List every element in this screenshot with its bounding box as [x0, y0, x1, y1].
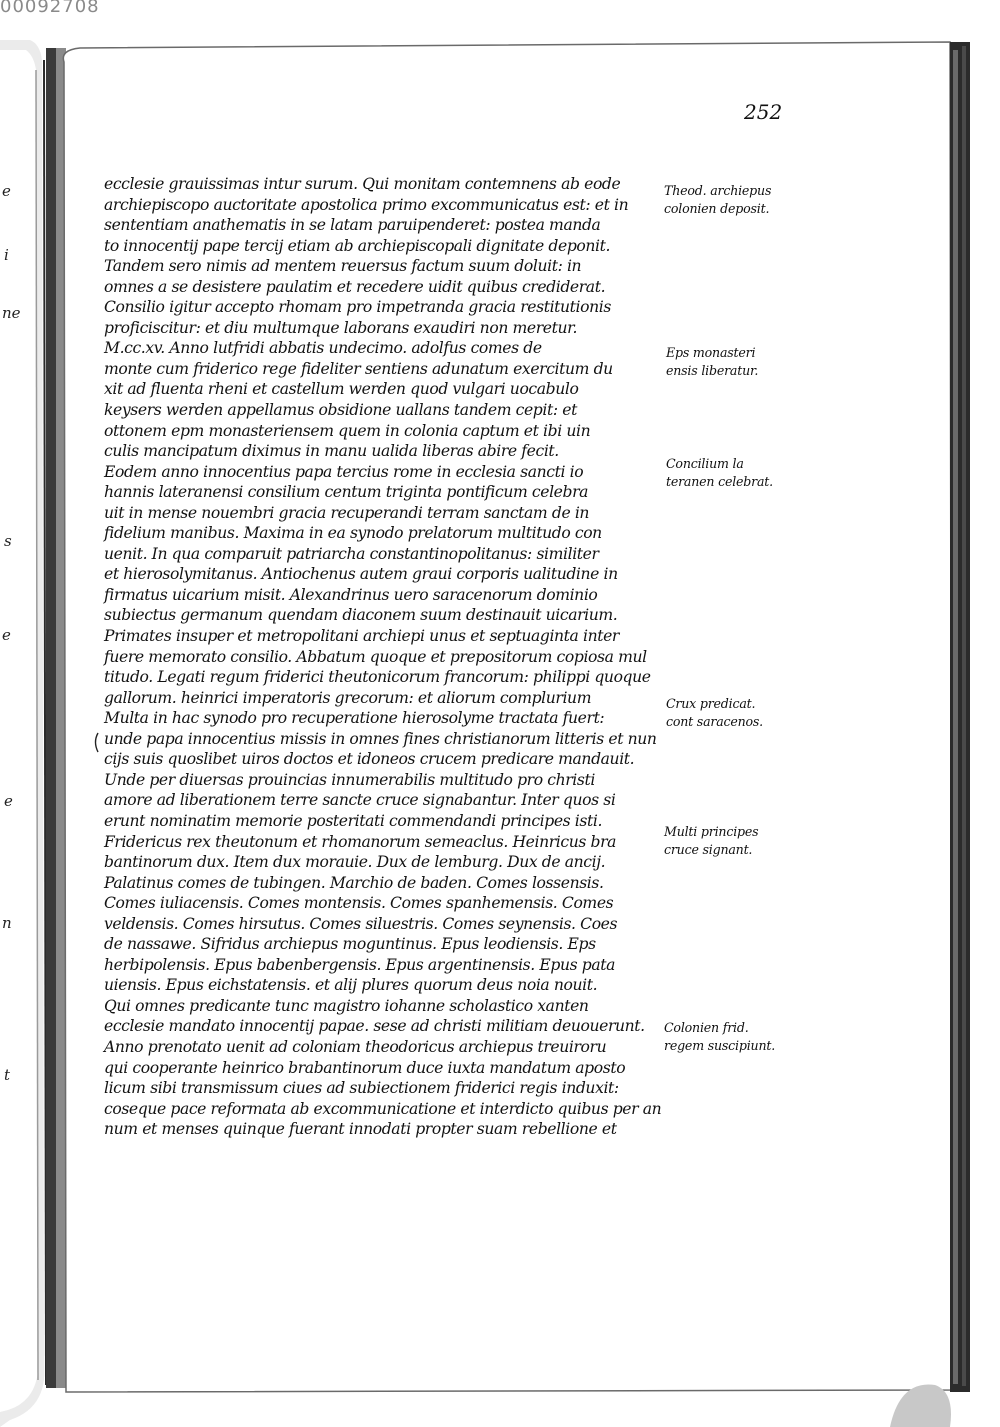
- text-line: keysers werden appellamus obsidione uallans tandem cepit: et: [104, 401, 577, 420]
- text-line: omnes a se desistere paulatim et recedere uidit quibus crediderat.: [104, 277, 606, 296]
- margin-note-line: Eps monasteri: [666, 345, 756, 360]
- text-line: Unde per diuersas prouincias innumerabilis multitudo pro christi: [104, 770, 595, 789]
- margin-note-line: Multi principes: [664, 824, 759, 839]
- text-line: bantinorum dux. Item dux morauie. Dux de lemburg. Dux de ancij.: [104, 853, 606, 872]
- text-line: fidelium manibus. Maxima in ea synodo prelatorum multitudo con: [104, 524, 602, 543]
- text-line: xit ad fluenta rheni et castellum werden quod vulgari uocabulo: [104, 380, 579, 399]
- text-line: sententiam anathematis in se latam paruipenderet: postea manda: [104, 216, 601, 235]
- text-line: Consilio igitur accepto rhomam pro impetranda gracia restitutionis: [104, 298, 611, 317]
- archive-number-stamp: 00092708: [0, 0, 100, 17]
- text-line: Eodem anno innocentius papa tercius rome in ecclesia sancti io: [104, 462, 584, 481]
- text-line: hannis lateranensi consilium centum triginta pontificum celebra: [104, 483, 589, 502]
- text-line: Qui omnes predicante tunc magistro iohanne scholastico xanten: [104, 996, 589, 1015]
- text-line: ecclesie grauissimas intur surum. Qui monitam contemnens ab eode: [104, 175, 621, 193]
- text-line: Multa in hac synodo pro recuperatione hierosolyme tractata fuert:: [104, 709, 605, 728]
- margin-note-monasteriensis: [666, 344, 758, 380]
- text-line: uiensis. Epus eichstatensis. et alij plures quorum deus noia nouit.: [104, 976, 598, 995]
- svg-text:e: e: [2, 182, 11, 200]
- text-line: M.cc.xv. Anno lutfridi abbatis undecimo. adolfus comes de: [104, 339, 542, 358]
- margin-note-line: Colonien frid.: [664, 1020, 749, 1035]
- text-line: unde papa innocentius missis in omnes fines christianorum litteris et nun: [104, 729, 657, 748]
- main-text-block: [104, 174, 662, 1139]
- text-line: culis mancipatum diximus in manu ualida liberas abire fecit.: [104, 442, 559, 461]
- margin-note-line: Concilium la: [666, 456, 744, 471]
- svg-text:s: s: [4, 532, 12, 550]
- text-line: gallorum. heinrici imperatoris grecorum: et aliorum complurium: [104, 688, 592, 707]
- text-line: num et menses quinque fuerant innodati propter suam rebellione et: [104, 1120, 617, 1139]
- text-line: uit in mense nouembri gracia recuperandi terram sanctam de in: [104, 503, 590, 522]
- text-line: Primates insuper et metropolitani archiepi unus et septuaginta inter: [104, 627, 619, 646]
- margin-note-line: Crux predicat.: [666, 696, 756, 711]
- text-line: veldensis. Comes hirsutus. Comes siluestris. Comes seynensis. Coes: [104, 914, 618, 933]
- text-line: fuere memorato consilio. Abbatum quoque et prepositorum copiosa mul: [104, 647, 647, 666]
- margin-note-line: teranen celebrat.: [666, 474, 773, 489]
- margin-note-concilium: [666, 455, 773, 491]
- text-line: Palatinus comes de tubingen. Marchio de baden. Comes lossensis.: [104, 873, 604, 892]
- text-line: firmatus uicarium misit. Alexandrinus uero saracenorum dominio: [104, 585, 598, 604]
- margin-note-principes: [664, 823, 758, 859]
- text-line: Tandem sero nimis ad mentem reuersus factum suum doluit: in: [104, 257, 582, 276]
- text-line: amore ad liberationem terre sancte cruce signabantur. Inter quos si: [104, 791, 616, 810]
- text-line: uenit. In qua comparuit patriarcha constantinopolitanus: similiter: [104, 544, 599, 563]
- text-line: herbipolensis. Epus babenbergensis. Epus argentinensis. Epus pata: [104, 955, 616, 974]
- text-line: ottonem epm monasteriensem quem in colonia captum et ibi uin: [104, 421, 591, 440]
- text-line: Fridericus rex theutonum et rhomanorum semeaclus. Heinricus bra: [104, 832, 617, 851]
- margin-note-line: colonien deposit.: [664, 201, 770, 216]
- text-line: proficiscitur: et diu multumque laborans exaudiri non meretur.: [104, 318, 578, 337]
- margin-note-crux: [666, 695, 763, 731]
- text-line: ecclesie mandato innocentij papae. sese ad christi militiam deuouerunt.: [104, 1017, 645, 1036]
- margin-note-line: cont saracenos.: [666, 714, 763, 729]
- svg-text:n: n: [2, 914, 12, 932]
- svg-text:e: e: [2, 626, 11, 644]
- text-line: coseque pace reformata ab excommunicatione et interdicto quibus per an: [104, 1099, 662, 1118]
- svg-text:i: i: [4, 246, 9, 264]
- text-line: de nassawe. Sifridus archiepus moguntinus. Epus leodiensis. Eps: [104, 935, 596, 954]
- margin-note-line: Theod. archiepus: [664, 183, 772, 198]
- text-line: subiectus germanum quendam diaconem suum destinauit uicarium.: [104, 606, 618, 625]
- margin-note-line: ensis liberatur.: [666, 363, 759, 378]
- svg-text:e: e: [4, 792, 13, 810]
- svg-text:t: t: [4, 1066, 11, 1084]
- text-line: Anno prenotato uenit ad coloniam theodoricus archiepus treuiroru: [104, 1037, 607, 1056]
- folio-number: 252: [744, 100, 783, 124]
- margin-note-line: cruce signant.: [664, 842, 753, 857]
- svg-text:ne: ne: [2, 304, 21, 322]
- text-line: erunt nominatim memorie posteritati commendandi principes isti.: [104, 811, 603, 830]
- text-line: cijs suis quoslibet uiros doctos et idoneos crucem predicare mandauit.: [104, 750, 635, 769]
- text-line: et hierosolymitanus. Antiochenus autem graui corporis ualitudine in: [104, 565, 618, 584]
- margin-note-line: regem suscipiunt.: [664, 1038, 776, 1053]
- margin-note-theodoricus: [664, 182, 771, 218]
- text-line: qui cooperante heinrico brabantinorum duce iuxta mandatum aposto: [104, 1058, 626, 1077]
- text-line: Comes iuliacensis. Comes montensis. Comes spanhemensis. Comes: [104, 894, 614, 913]
- text-line: archiepiscopo auctoritate apostolica primo excommunicatus est: et in: [104, 195, 629, 214]
- margin-note-colonienses: [664, 1019, 775, 1055]
- text-line: to innocentij pape tercij etiam ab archiepiscopali dignitate deponit.: [104, 236, 611, 255]
- text-line: titudo. Legati regum friderici theutonicorum francorum: philippi quoque: [104, 668, 651, 687]
- text-line: licum sibi transmissum ciues ad subiectionem friderici regis induxit:: [104, 1079, 619, 1098]
- text-line: monte cum friderico rege fideliter sentiens adunatum exercitum du: [104, 359, 613, 378]
